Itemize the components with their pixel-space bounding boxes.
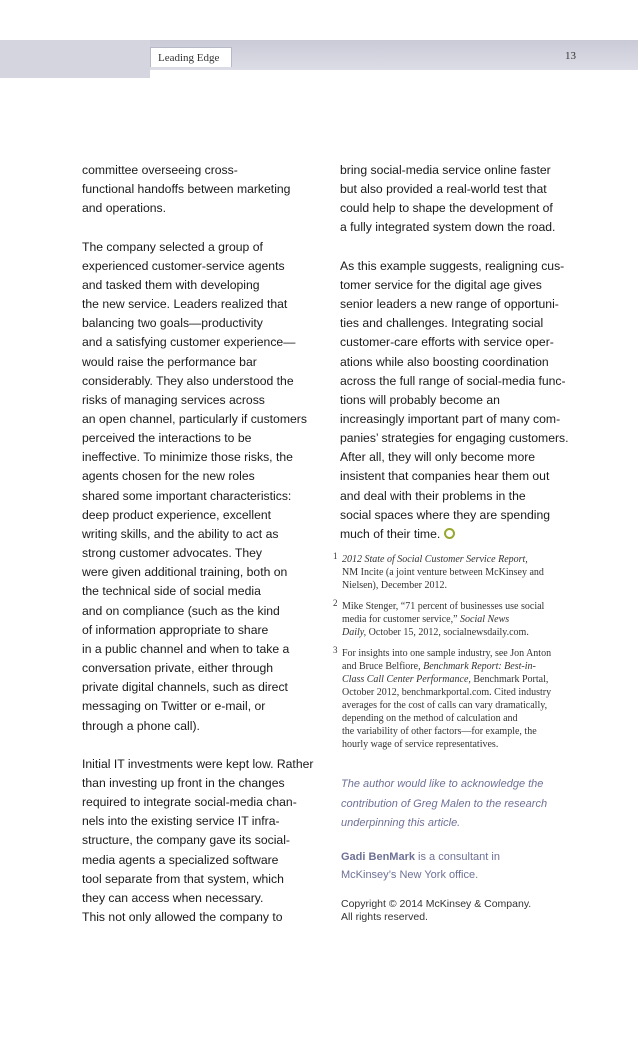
body-text: writing skills, and the ability to act as [82,526,279,541]
body-text-line [340,391,600,410]
footnote-text: and Bruce Belfiore, [342,661,421,672]
body-text: insistent that companies hear them out [340,469,550,484]
header-fold [0,40,150,78]
footnote-line: Mike Stenger, “71 percent of businesses use social [342,601,545,612]
body-text-line [82,774,342,793]
body-text-line [340,429,600,448]
section-label: Leading Edge [150,47,232,67]
body-text-line [82,257,342,276]
body-text: considerably. They also understood the [82,373,294,388]
copyright-line: Copyright © 2014 McKinsey & Company. [341,898,532,910]
body-text: customer-care efforts with service oper- [340,335,554,350]
footnote-title: 2012 State of Social Customer Service Report, [342,554,528,565]
body-text-line [340,467,600,486]
body-text: increasingly important part of many com- [340,412,561,427]
body-text: As this example suggests, realigning cus- [340,258,565,273]
footnote-line [342,626,613,639]
body-text-line [82,525,342,544]
body-text-line [82,640,342,659]
body-text: experienced customer-service agents [82,258,285,273]
body-text-line [82,333,342,352]
body-text: shared some important characteristics: [82,488,292,503]
body-text-line [82,487,342,506]
paragraph-break [82,736,342,755]
body-text: ties and challenges. Integrating social [340,316,544,331]
page-number: 13 [565,50,576,62]
footnote-number: 3 [333,645,338,655]
footnote-line: Nielsen), December 2012. [342,580,447,591]
body-text-line [82,697,342,716]
body-text-line [340,161,600,180]
body-text: an open channel, particularly if customers [82,412,307,427]
footnote-line [342,673,613,686]
body-column-right [340,161,600,544]
body-text: risks of managing services across [82,392,265,407]
body-text-line [340,218,600,237]
body-text: After all, they will only become more [340,450,536,465]
body-text: across the full range of social-media func- [340,373,566,388]
body-text-line [82,602,342,621]
body-text-line [82,429,342,448]
body-text: and deal with their problems in the [340,488,526,503]
body-text-line [82,678,342,697]
body-text-line [82,582,342,601]
body-text: structure, the company gave its social- [82,833,290,848]
footnote-publication: Class Call Center Performance, [342,674,471,685]
body-text: and a satisfying customer experience— [82,335,296,350]
footnote-3 [333,647,613,751]
body-text: would raise the performance bar [82,354,257,369]
body-text-line [82,295,342,314]
body-text: than investing up front in the changes [82,775,285,790]
body-text: messaging on Twitter or e-mail, or [82,699,266,714]
body-text-line [82,238,342,257]
body-text: much of their time. [340,526,441,541]
body-text-line [340,487,600,506]
body-text-line [82,199,342,218]
body-text-line [340,353,600,372]
body-text-line [82,180,342,199]
body-text-line [340,314,600,333]
footnote-line: the variability of other factors—for example, the [342,726,537,737]
body-text: were given additional training, both on [82,565,288,580]
body-text-line [82,372,342,391]
body-text: they can access when necessary. [82,890,264,905]
body-text: and operations. [82,201,167,216]
body-text-line [340,333,600,352]
body-text-line [340,276,600,295]
author-name: Gadi BenMark [341,851,415,863]
body-text-line [82,717,342,736]
body-text-line [82,659,342,678]
body-text: ations while also boosting coordination [340,354,549,369]
body-text: a fully integrated system down the road. [340,220,556,235]
body-text: perceived the interactions to be [82,431,252,446]
body-text: deep product experience, excellent [82,507,272,522]
footnote-publication: Daily, [342,627,367,638]
body-text: Initial IT investments were kept low. Rather [82,756,314,771]
endmark-circle-icon [444,528,455,539]
acknowledgment [341,775,611,834]
body-text-line [82,353,342,372]
body-text-line [340,410,600,429]
body-text-line [82,851,342,870]
body-text: tions will probably become an [340,392,500,407]
body-text: but also provided a real-world test that [340,182,547,197]
body-text-line [82,276,342,295]
body-text: and on compliance (such as the kind [82,603,280,618]
body-text: in a public channel and when to take a [82,641,290,656]
body-text: conversation private, either through [82,661,274,676]
body-text: This not only allowed the company to [82,910,283,925]
body-text: and tasked them with developing [82,277,260,292]
footnote-2 [333,600,613,639]
copyright-line: All rights reserved. [341,911,428,923]
body-text: agents chosen for the new roles [82,469,255,484]
footnote-1 [333,553,613,592]
footnote-line: For insights into one sample industry, see Jon Anton [342,648,552,659]
body-text: The company selected a group of [82,239,263,254]
acknowledgment-line: contribution of Greg Malen to the research [341,797,548,810]
body-text: of information appropriate to share [82,622,269,637]
body-text-line [82,563,342,582]
body-text: private digital channels, such as direct [82,680,288,695]
footnote-line: depending on the method of calculation and [342,713,518,724]
copyright [341,898,611,924]
body-text-line [340,257,600,276]
body-text-line [82,467,342,486]
body-text-line [82,831,342,850]
body-text-line [82,908,342,927]
body-text-line [82,870,342,889]
body-text-line [82,544,342,563]
author-bio [341,848,611,884]
body-text: social spaces where they are spending [340,507,551,522]
body-text-line [82,506,342,525]
body-text-line [340,199,600,218]
paragraph-break [82,218,342,237]
body-text: bring social-media service online faster [340,163,551,177]
body-text: ineffective. To minimize those risks, the [82,450,293,465]
body-text-line [340,295,600,314]
body-text-line [340,372,600,391]
author-bio-text: is a consultant in [414,851,500,863]
body-text: the new service. Leaders realized that [82,297,288,312]
footnote-line [342,660,613,673]
footnote-publication: Benchmark Report: Best-in- [423,661,536,672]
body-text-line [82,812,342,831]
body-text: tool separate from that system, which [82,871,284,886]
body-text-line [82,391,342,410]
paragraph-break [340,238,600,257]
body-text: the technical side of social media [82,584,261,599]
footnote-text: Benchmark Portal, [473,674,549,685]
body-text: senior leaders a new range of opportuni- [340,297,559,312]
body-text: panies’ strategies for engaging customers. [340,431,569,446]
body-text-line [82,448,342,467]
body-text-line [82,755,342,774]
acknowledgment-line: The author would like to acknowledge the [341,778,544,790]
author-bio-line [341,848,611,866]
body-text: through a phone call). [82,718,200,733]
body-text: functional handoffs between marketing [82,182,291,197]
author-bio-line: McKinsey’s New York office. [341,869,479,881]
body-text: balancing two goals—productivity [82,316,263,331]
footnote-text: October 15, 2012, socialnewsdaily.com. [368,627,529,638]
body-text: could help to shape the development of [340,201,553,216]
body-text-line [340,525,600,544]
body-text: tomer service for the digital age gives [340,277,542,292]
body-text: required to integrate social-media chan- [82,795,297,810]
footnote-line: NM Incite (a joint venture between McKinsey and [342,567,544,578]
footnote-publication: Social News [460,614,510,625]
body-text: media agents a specialized software [82,852,279,867]
body-text-line [82,410,342,429]
body-text-line [82,161,342,180]
footnote-line: October 2012, benchmarkportal.com. Cited industry [342,687,552,698]
footnote-line [342,613,613,626]
footnote-number: 1 [333,551,338,561]
body-text-line [82,793,342,812]
body-text-line [340,180,600,199]
body-text-line [82,889,342,908]
footnote-text: media for customer service,” [342,614,458,625]
body-text: committee overseeing cross- [82,163,238,177]
body-text-line [82,621,342,640]
body-text: strong customer advocates. They [82,546,262,561]
body-text-line [82,314,342,333]
footnote-line: averages for the cost of calls can vary dramatically, [342,700,548,711]
footnote-line: hourly wage of service representatives. [342,739,499,750]
footnote-number: 2 [333,598,338,608]
body-text-line [340,448,600,467]
acknowledgment-line: underpinning this article. [341,817,461,829]
body-text-line [340,506,600,525]
body-column-left [82,161,342,927]
footnotes [333,553,613,759]
body-text: nels into the existing service IT infra- [82,814,280,829]
